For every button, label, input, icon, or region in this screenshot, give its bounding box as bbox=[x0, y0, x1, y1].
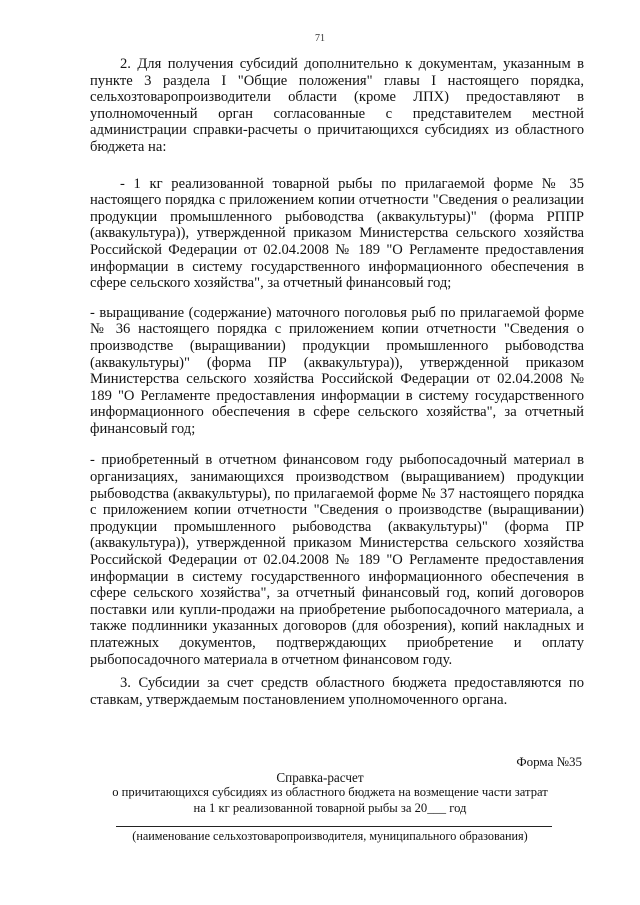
list-item-fish-sales: - 1 кг реализованной товарной рыбы по прилагаемой форме № 35 настоящего порядка с приложением копии отчетности "Сведения о реализации продукции промышленного рыбоводства (аквакультуры)" (форма РППР (аквакультура)), утвержденной приказом Министерства сельского хозяйства Российской Федерации от 02.04.2008 № 189 "О Регламенте предоставления информации в систему государственного информационного обеспечения в сфере сельского хозяйства", за отчетный финансовый год; bbox=[90, 175, 584, 292]
name-fill-caption: (наименование сельхозтоваропроизводителя, муниципального образования) bbox=[132, 829, 528, 843]
form-subtitle-line-1: о причитающихся субсидиях из областного бюджета на возмещение части затрат bbox=[112, 785, 548, 799]
paragraph-3: 3. Субсидии за счет средств областного бюджета предоставляются по ставкам, утверждаемым постановлением уполномоченного органа. bbox=[90, 675, 584, 708]
list-item-broodstock: - выращивание (содержание) маточного поголовья рыб по прилагаемой форме № 36 настоящего порядка с приложением копии отчетности "Сведения о производстве (выращивании) продукции промышленного рыбоводства (аквакультуры)" (форма ПР (аквакультура)), утвержденной приказом Министерства сельского хозяйства Российской Федерации от 02.04.2008 № 189 "О Регламенте предоставления информации в систему государственного информационного обеспечения в сфере сельского хозяйства", за отчетный финансовый год; bbox=[90, 304, 584, 437]
document-body bbox=[90, 56, 584, 708]
page-number: 71 bbox=[315, 33, 325, 44]
form-subtitle-line-2: на 1 кг реализованной товарной рыбы за 20___ год bbox=[193, 800, 467, 815]
form-label: Форма №35 bbox=[516, 754, 582, 769]
name-fill-line bbox=[116, 826, 552, 827]
paragraph-2: 2. Для получения субсидий дополнительно к документам, указанным в пункте 3 раздела I "Общие положения" главы I настоящего порядка, сельхозтоваропроизводители области (кроме ЛПХ) предоставляют в уполномоченный орган согласованные с представителем местной администрации справки-расчеты о причитающихся субсидиях из областного бюджета на: bbox=[90, 56, 584, 155]
form-subtitle bbox=[110, 785, 550, 816]
list-item-stocking-material: - приобретенный в отчетном финансовом году рыбопосадочный материал в организациях, занимающихся производством (выращиванием) продукции рыбоводства (аквакультуры), по прилагаемой форме № 37 настоящего порядка с приложением копии отчетности "Сведения о производстве (выращивании) продукции промышленного рыбоводства (аквакультуры)" (форма ПР (аквакультура)), утвержденной приказом Министерства сельского хозяйства Российской Федерации от 02.04.2008 № 189 "О Регламенте предоставления информации в систему государственного информационного обеспечения в сфере сельского хозяйства", за отчетный финансовый год, копий договоров поставки или купли-продажи на приобретение рыбопосадочного материала, а также подлинники указанных договоров (для обозрения), копий накладных и платежных документов, подтверждающих приобретение и оплату рыбопосадочного материала в отчетном финансовом году. bbox=[90, 452, 584, 668]
form-title: Справка-расчет bbox=[276, 770, 364, 785]
